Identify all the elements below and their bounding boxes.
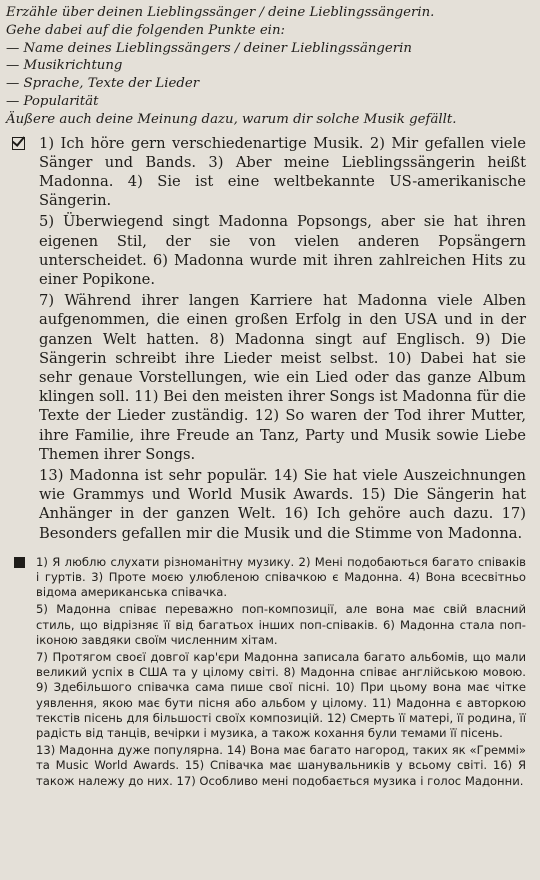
- german-paragraph: 13) Madonna ist sehr populär. 14) Sie hat viele Auszeichnungen wie Grammys und World Musik Awards. 15) Die Sängerin hat Anhänger in der ganzen Welt. 16) Ich gehöre auch dazu. 17) Besonders gefallen mir die Musik und die Stimme von Madonna.: [39, 467, 526, 542]
- task-outro: Äußere auch deine Meinung dazu, warum dir solche Musik gefällt.: [6, 111, 457, 127]
- task-point: — Popularität: [6, 93, 99, 109]
- task-title: Erzähle über deinen Lieblingssänger / deine Lieblingssängerin.: [6, 5, 435, 20]
- task-instructions: [6, 4, 526, 129]
- german-paragraph: 1) Ich höre gern verschiedenartige Musik. 2) Mir gefallen viele Sänger und Bands. 3) Aber meine Lieblingssängerin heißt Madonna. 4) Sie ist eine weltbekannte US-amerikanische Sängerin.: [39, 134, 526, 210]
- task-point: — Sprache, Texte der Lieder: [6, 76, 200, 92]
- ukrainian-paragraph: 7) Протягом своєї довгої кар'єри Мадонна записала багато альбомів, що мали великий успіх в США та у цілому світі. 8) Мадонна співає англійською мовою. 9) Здебільшого співачка сама пише свої пісні. 10) При цьому вона має чітке уявлення, якою має бути пісня або альбом у цілому. 11) Мадонна є авторкою текстів пісень для більшості своїх композицій. 12) Смерть її матері, її родина, її радість від танців, вечірки і музика, а також кохання були темами її пісень.: [36, 650, 526, 741]
- german-paragraph: 5) Überwiegend singt Madonna Popsongs, aber sie hat ihren eigenen Stil, der sie von vielen anderen Popsängern unterscheidet. 6) Madonna wurde mit ihren zahlreichen Hits zu einer Popikone.: [39, 213, 526, 288]
- ukrainian-translation: [6, 555, 526, 789]
- task-point: — Name deines Lieblingssängers / deiner Lieblingssängerin: [6, 40, 412, 56]
- check-icon: [12, 137, 25, 150]
- task-points-list: [6, 40, 526, 111]
- ukrainian-paragraph: 5) Мадонна співає переважно поп-композиції, але вона має свій власний стиль, що відрізняє її від багатьох інших поп-співаків. 6) Мадонна стала поп-іконою завдяки своїм численним хітам.: [36, 602, 526, 647]
- task-point: — Musikrichtung: [6, 58, 123, 74]
- task-intro: Gehe dabei auf die folgenden Punkte ein:: [6, 22, 285, 38]
- german-paragraph: 7) Während ihrer langen Karriere hat Madonna viele Alben aufgenommen, die einen großen Erfolg in den USA und in der ganzen Welt hatten. 8) Madonna singt auf Englisch. 9) Die Sängerin schreibt ihre Lieder meist selbst. 10) Dabei hat sie sehr genaue Vorstellungen, wie ein Lied oder das ganze Album klingen soll. 11) Bei den meisten ihrer Songs ist Madonna für die Texte der Lieder zuständig. 12) So waren der Tod ihrer Mutter, ihre Familie, ihre Freude an Tanz, Party und Musik sowie Liebe Themen ihrer Songs.: [39, 292, 526, 463]
- square-bullet-icon: [14, 557, 25, 568]
- german-answer: [6, 134, 526, 543]
- ukrainian-paragraph: 13) Мадонна дуже популярна. 14) Вона має багато нагород, таких як «Греммі» та Music World Awards. 15) Співачка має шанувальників у всьому світі. 16) Я також належу до них. 17) Особливо мені подобається музика і голос Мадонни.: [36, 743, 526, 788]
- ukrainian-paragraph: 1) Я люблю слухати різноманітну музику. 2) Мені подобаються багато співаків і гуртів. 3) Проте моєю улюбленою співачкою є Мадонна. 4) Вона всесвітньо відома американська співачка.: [36, 554, 526, 600]
